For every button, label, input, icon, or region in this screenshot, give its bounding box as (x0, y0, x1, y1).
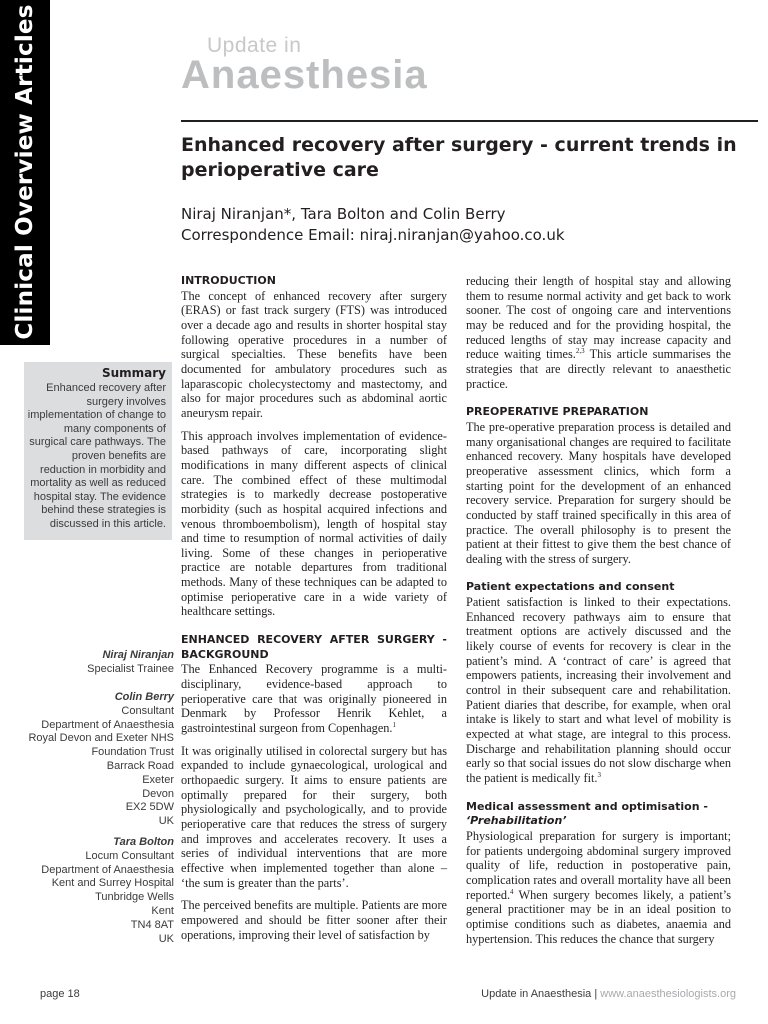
reference-marker: 4 (510, 887, 514, 896)
footer-separator: | (591, 988, 601, 1000)
journal-url-link[interactable]: www.anaesthesiologists.org (600, 988, 736, 1000)
section-label: Clinical Overview Articles (12, 4, 38, 340)
subheading-prehabilitation: ‘Prehabilitation’ (466, 814, 567, 828)
paragraph-text: This article summarises the strategies that are directly relevant to anaesthetic practice. (466, 347, 731, 391)
masthead-line1: Update in (207, 34, 302, 57)
paragraph-text: reducing their length of hospital stay and allowing them to resume normal activity and get back to work sooner. The cost of ongoing care and interventions may be reduced and for the providing hospital, the reduced lengths of stay may increase capacity and reduce waiting times. (466, 274, 731, 362)
affiliation-line: Exeter (142, 773, 174, 786)
summary-box (24, 362, 172, 540)
affiliation-line: EX2 5DW (125, 801, 174, 814)
affiliation-line: Barrack Road (106, 759, 174, 772)
affiliation-line: UK (158, 932, 174, 945)
affiliation-line: Department of Anaesthesia (41, 863, 174, 876)
paragraph-text: When surgery becomes likely, a patient’s general practitioner may be in an ideal position to optimise conditions such as diabetes, anaemia and hypertension. This reduces the chance that surgery (466, 887, 731, 946)
section-heading-background: ENHANCED RECOVERY AFTER SURGERY - BACKGROUND (181, 633, 447, 661)
paragraph: It was originally utilised in colorectal surgery but has expanded to include gynaecological, urological and orthopaedic surgery. It aims to ensure patients are optimally prepared for their surgery, both physiologically and psychologically, and to provide perioperative care that reduces the stress of surgery and improves and accelerates recovery. It uses a series of individual interventions that are more effective when implemented together than alone – ‘the sum is greater than the parts’. (181, 743, 447, 890)
body-column-right (466, 274, 731, 946)
affiliation-line: Royal Devon and Exeter NHS (28, 732, 174, 745)
affiliation-niranjan (87, 649, 174, 677)
affiliation-line: Kent and Surrey Hospital (51, 877, 174, 890)
paragraph: This approach involves implementation of evidence-based pathways of care, incorporating slight modifications in many different aspects of clinical care. The combined effect of these multimodal strategies is to markedly decrease postoperative morbidity (such as hospital acquired infections and venous thromboembolism), length of hospital stay and time to resumption of normal activities of daily living. Some of these changes in perioperative practice are notable departures from traditional methods. Many of these techniques can be adapted to optimise perioperative care in a wide variety of healthcare settings. (181, 428, 447, 619)
paragraph: The perceived benefits are multiple. Patients are more empowered and should be fitter sooner after their operations, improving their level of satisfaction by (181, 898, 447, 942)
affiliation-line: Specialist Trainee (87, 662, 174, 675)
paragraph (466, 595, 731, 786)
affiliation-line: Consultant (121, 704, 174, 717)
title-rule (181, 120, 758, 122)
paragraph: The concept of enhanced recovery after surgery (ERAS) or fast track surgery (FTS) was introduced over a decade ago and results in shorter hospital stay following operative procedures in a number of surgical specialties. These benefits have been documented for ambulatory procedures such as laparascopic cholecystectomy and mastectomy, and also for major procedures such as abdominal aortic aneurysm repair. (181, 288, 447, 420)
affiliation-name: Colin Berry (114, 691, 174, 703)
page-number: page 18 (40, 988, 80, 1000)
reference-marker: 1 (392, 720, 397, 729)
affiliation-line: Devon (142, 787, 174, 800)
subheading-patient-expectations: Patient expectations and consent (466, 580, 675, 594)
paragraph-text: Physiological preparation for surgery is important; for patients undergoing abdominal surgery improved quality of life, reduction in postoperative pain, complication rates and overall mortality have all been reported. (466, 828, 731, 902)
author-block (181, 204, 751, 246)
section-heading-preoperative: PREOPERATIVE PREPARATION (466, 405, 649, 419)
footer-journal (481, 988, 736, 1000)
affiliation-name: Tara Bolton (113, 836, 174, 848)
affiliation-line: Department of Anaesthesia (41, 718, 174, 731)
paragraph (466, 829, 731, 946)
affiliation-berry (28, 691, 174, 829)
affiliation-name: Niraj Niranjan (102, 649, 174, 661)
paragraph-text: Patient satisfaction is linked to their expectations. Enhanced recovery pathways aim to ensure that treatment options are actively discussed and the likely course of events for recovery is clear in the patient’s mind. A ‘contract of care’ is agreed that empowers patients, increasing their involvement and control in their subsequent care and rehabilitation. Patient diaries that describe, for example, when oral intake is likely to start and what level of mobility is expected at what stage, are integral to this process. Discharge and rehabilitation planning should occur early so that social issues do not slow discharge when the patient is medically fit. (466, 595, 731, 785)
affiliation-line: TN4 8AT (130, 918, 174, 931)
affiliation-line: UK (158, 815, 174, 828)
reference-marker: 3 (597, 770, 601, 779)
paragraph (181, 662, 447, 735)
section-heading-introduction: INTRODUCTION (181, 274, 276, 287)
article-title: Enhanced recovery after surgery - current trends in perioperative care (181, 134, 737, 181)
masthead-title: Anaesthesia (181, 53, 428, 97)
section-side-band (0, 0, 50, 345)
body-column-left (181, 274, 447, 942)
affiliation-line: Foundation Trust (91, 746, 174, 759)
summary-text: Enhanced recovery after surgery involves implementation of change to many components of surgical care pathways. The proven benefits are reduction in morbidity and mortality as well as reduced hospital stay. The evidence behind these strategies is discussed in this article. (27, 382, 166, 530)
affiliation-line: Kent (151, 904, 174, 917)
affiliation-line: Tunbridge Wells (95, 891, 174, 904)
affiliation-bolton (41, 836, 174, 946)
author-names: Niraj Niranjan*, Tara Bolton and Colin Berry (181, 205, 506, 223)
paragraph (466, 274, 731, 391)
reference-marker: 2,3 (575, 347, 585, 356)
affiliation-line: Locum Consultant (85, 849, 174, 862)
paragraph: The pre-operative preparation process is detailed and many organisational changes are required to facilitate enhanced recovery. Many hospitals have developed preoperative assessment clinics, which form a starting point for the development of an enhanced recovery service. Preparation for surgery should be conducted by staff trained specifically in this area of practice. The overall philosophy is to present the patient at their fittest to give them the best chance of dealing with the stress of surgery. (466, 419, 731, 566)
summary-title: Summary (101, 366, 166, 380)
correspondence-email: Correspondence Email: niraj.niranjan@yahoo.co.uk (181, 226, 565, 244)
subheading-medical-assessment: Medical assessment and optimisation - (466, 799, 708, 813)
paragraph-text: The Enhanced Recovery programme is a multi-disciplinary, evidence-based approach to perioperative care that was originally pioneered in Denmark by Professor Henrik Kehlet, a gastrointestinal surgeon from Copenhagen. (181, 662, 447, 736)
journal-name: Update in Anaesthesia (481, 988, 592, 1000)
